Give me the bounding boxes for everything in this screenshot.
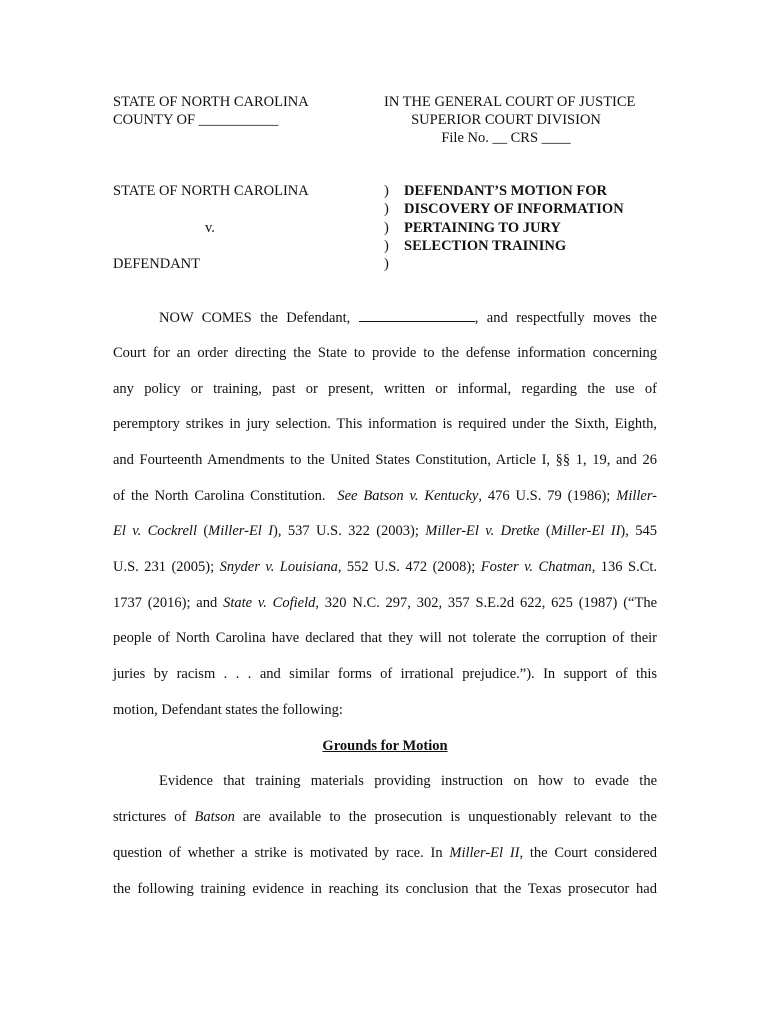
- caption-county: COUNTY OF ___________: [113, 112, 279, 128]
- motion-title-line: SELECTION TRAINING: [404, 238, 567, 254]
- caption-court: IN THE GENERAL COURT OF JUSTICE: [384, 94, 636, 110]
- body-line: 1737 (2016); and State v. Cofield, 320 N.C. 297, 302, 357 S.E.2d 622, 625 (1987) (“The: [113, 595, 658, 611]
- party-versus: v.: [205, 220, 215, 236]
- motion-title-line: DISCOVERY OF INFORMATION: [404, 201, 624, 217]
- caption-paren: ): [384, 201, 389, 217]
- caption-paren: ): [384, 256, 389, 272]
- body-line: motion, Defendant states the following:: [113, 702, 343, 718]
- caption-paren: ): [384, 220, 389, 236]
- party-plaintiff: STATE OF NORTH CAROLINA: [113, 183, 309, 199]
- body-line: of the North Carolina Constitution. See Batson v. Kentucky, 476 U.S. 79 (1986); Miller-: [113, 488, 658, 504]
- body-line: peremptory strikes in jury selection. This information is required under the Sixth, Eighth,: [113, 416, 657, 432]
- motion-title-line: DEFENDANT’S MOTION FOR: [404, 183, 608, 199]
- caption-division: SUPERIOR COURT DIVISION: [411, 112, 601, 128]
- body-line: juries by racism . . . and similar forms of irrational prejudice.”). In support of this: [113, 666, 657, 682]
- body-line: people of North Carolina have declared that they will not tolerate the corruption of their: [113, 630, 657, 646]
- body-line: Court for an order directing the State to provide to the defense information concerning: [113, 345, 657, 361]
- body-line: El v. Cockrell (Miller-El I), 537 U.S. 322 (2003); Miller-El v. Dretke (Miller-El II), 545: [113, 523, 657, 539]
- body-line: question of whether a strike is motivated by race. In Miller-El II, the Court considered: [113, 845, 658, 861]
- body-line: U.S. 231 (2005); Snyder v. Louisiana, 552 U.S. 472 (2008); Foster v. Chatman, 136 S.Ct.: [113, 559, 658, 575]
- body-line: the following training evidence in reaching its conclusion that the Texas prosecutor had: [113, 881, 657, 897]
- caption-state: STATE OF NORTH CAROLINA: [113, 94, 309, 110]
- body-line: and Fourteenth Amendments to the United States Constitution, Article I, §§ 1, 19, and 26: [113, 452, 657, 468]
- body-line: any policy or training, past or present, written or informal, regarding the use of: [113, 381, 657, 397]
- body-line: strictures of Batson are available to the prosecution is unquestionably relevant to the: [113, 809, 657, 825]
- caption-file-number: File No. __ CRS ____: [441, 130, 571, 146]
- body-line: NOW COMES the Defendant, , and respectfully moves the: [159, 310, 657, 326]
- party-defendant: DEFENDANT: [113, 256, 200, 272]
- body-line: Evidence that training materials providing instruction on how to evade the: [159, 773, 657, 789]
- defendant-name-blank: [359, 308, 475, 322]
- caption-paren: ): [384, 238, 389, 254]
- motion-title-line: PERTAINING TO JURY: [404, 220, 561, 236]
- section-heading: Grounds for Motion: [322, 738, 448, 754]
- caption-paren: ): [384, 183, 389, 199]
